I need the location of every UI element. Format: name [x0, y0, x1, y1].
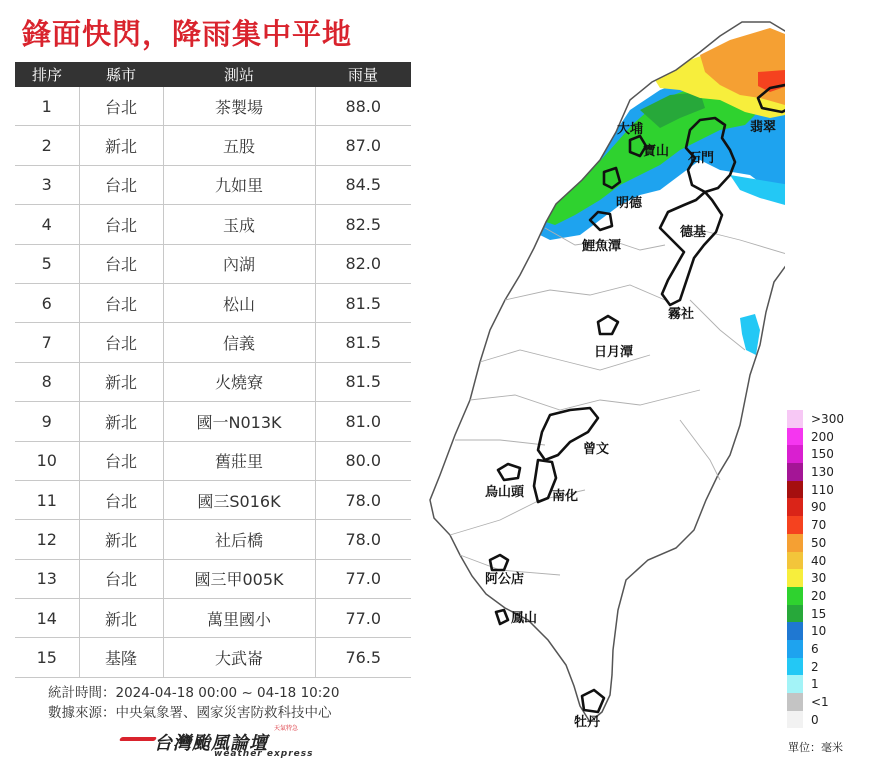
logo-tag: 天氣特急: [274, 725, 299, 732]
logo-subtitle: weather express: [214, 749, 314, 759]
legend-swatch: [787, 711, 803, 729]
station-cell: 火燒寮: [163, 362, 315, 401]
table-row: [15, 559, 411, 598]
label-wushe: 霧社: [668, 307, 695, 322]
label-feicui: 翡翠: [750, 120, 777, 135]
legend-swatch: [787, 445, 803, 463]
legend-label: <1: [811, 695, 829, 709]
station-cell: 國一N013K: [163, 402, 315, 441]
legend-label: 50: [811, 535, 827, 550]
rank-cell: 6: [15, 283, 79, 322]
station-cell: 舊莊里: [163, 441, 315, 480]
legend-swatch: [787, 605, 803, 623]
header-station: 測站: [163, 62, 315, 87]
legend-label: 10: [811, 624, 827, 639]
rank-cell: 2: [15, 126, 79, 165]
rank-cell: 8: [15, 362, 79, 401]
rank-cell: 13: [15, 559, 79, 598]
rank-cell: 7: [15, 323, 79, 362]
rainfall-cell: 82.0: [315, 244, 411, 283]
legend-swatch: [787, 428, 803, 446]
legend-label: 130: [811, 465, 834, 480]
legend-label: 0: [811, 712, 819, 727]
legend-label: 40: [811, 553, 827, 568]
legend-swatch: [787, 516, 803, 534]
label-fengshan: 鳳山: [511, 611, 538, 626]
station-cell: 內湖: [163, 244, 315, 283]
rainfall-cell: 81.5: [315, 283, 411, 322]
legend-swatch: [787, 463, 803, 481]
label-baoshan: 寶山: [643, 144, 670, 159]
table-row: [15, 520, 411, 559]
rainfall-cell: 80.0: [315, 441, 411, 480]
legend-swatch: [787, 658, 803, 676]
fengshan-catchment: [496, 610, 508, 624]
rainfall-cell: 88.0: [315, 87, 411, 126]
label-zengwen: 曾文: [583, 442, 610, 457]
logo: [120, 725, 314, 763]
legend-label: >300: [811, 412, 844, 426]
rainfall-cell: 78.0: [315, 480, 411, 519]
legend-label: 6: [811, 641, 819, 656]
rank-cell: 5: [15, 244, 79, 283]
table-row: [15, 87, 411, 126]
county-cell: 基隆: [79, 638, 163, 677]
rainfall-cell: 76.5: [315, 638, 411, 677]
legend-label: 2: [811, 659, 819, 674]
label-deji: 德基: [680, 225, 707, 240]
station-cell: 國三S016K: [163, 480, 315, 519]
rank-cell: 14: [15, 599, 79, 638]
rainfall-cell: 78.0: [315, 520, 411, 559]
rank-cell: 3: [15, 165, 79, 204]
table-row: [15, 283, 411, 322]
rank-cell: 12: [15, 520, 79, 559]
label-wushantou: 烏山頭: [485, 485, 525, 500]
header-rank: 排序: [15, 62, 79, 87]
table-row: [15, 362, 411, 401]
logo-name: 台灣颱風論壇: [154, 733, 268, 754]
station-cell: 五股: [163, 126, 315, 165]
header-county: 縣市: [79, 62, 163, 87]
county-cell: 新北: [79, 362, 163, 401]
county-cell: 台北: [79, 323, 163, 362]
county-cell: 台北: [79, 205, 163, 244]
rank-cell: 9: [15, 402, 79, 441]
legend-label: 15: [811, 606, 827, 621]
legend-swatch: [787, 587, 803, 605]
legend-swatch: [787, 498, 803, 516]
header-rainfall: 雨量: [315, 62, 411, 87]
station-cell: 九如里: [163, 165, 315, 204]
label-shimen: 石門: [688, 151, 715, 166]
rainfall-cell: 77.0: [315, 559, 411, 598]
label-sunmoon: 日月潭: [594, 345, 634, 360]
table-row: [15, 323, 411, 362]
county-cell: 台北: [79, 559, 163, 598]
legend-swatch: [787, 552, 803, 570]
legend-swatch: [787, 481, 803, 499]
legend-label: 70: [811, 518, 827, 533]
station-cell: 萬里國小: [163, 599, 315, 638]
label-liyutan: 鯉魚潭: [582, 239, 622, 254]
county-cell: 台北: [79, 244, 163, 283]
station-cell: 玉成: [163, 205, 315, 244]
county-cell: 新北: [79, 520, 163, 559]
rainfall-cell: 77.0: [315, 599, 411, 638]
station-cell: 松山: [163, 283, 315, 322]
county-cell: 台北: [79, 165, 163, 204]
legend-label: 1: [811, 677, 819, 692]
station-cell: 信義: [163, 323, 315, 362]
label-agongdian: 阿公店: [485, 572, 525, 587]
label-mudan: 牡丹: [574, 715, 601, 730]
legend-label: 110: [811, 482, 834, 497]
rank-cell: 1: [15, 87, 79, 126]
station-cell: 茶製場: [163, 87, 315, 126]
legend-label: 90: [811, 500, 827, 515]
rainfall-cell: 84.5: [315, 165, 411, 204]
county-cell: 新北: [79, 599, 163, 638]
legend-swatch: [787, 534, 803, 552]
data-source: 數據來源：中央氣象署、國家災害防救科技中心: [48, 705, 332, 721]
rank-cell: 11: [15, 480, 79, 519]
legend-swatch: [787, 622, 803, 640]
legend-swatch: [787, 675, 803, 693]
table-row: [15, 599, 411, 638]
table-row: [15, 441, 411, 480]
taiwan-rainfall-map: [420, 8, 785, 738]
legend-swatch: [787, 640, 803, 658]
county-cell: 新北: [79, 402, 163, 441]
table-row: [15, 402, 411, 441]
station-cell: 大武崙: [163, 638, 315, 677]
legend-swatch: [787, 410, 803, 428]
table-row: [15, 244, 411, 283]
county-cell: 台北: [79, 480, 163, 519]
label-mingde: 明德: [616, 196, 643, 211]
logo-swoosh: [119, 737, 157, 741]
table-body: [15, 87, 411, 677]
rainfall-cell: 81.0: [315, 402, 411, 441]
county-cell: 台北: [79, 283, 163, 322]
rainfall-cell: 81.5: [315, 362, 411, 401]
rank-cell: 10: [15, 441, 79, 480]
county-cell: 新北: [79, 126, 163, 165]
rainfall-ranking-table: [15, 62, 411, 678]
table-row: [15, 205, 411, 244]
label-dapu: 大埔: [617, 122, 644, 137]
legend-swatch: [787, 693, 803, 711]
rank-cell: 4: [15, 205, 79, 244]
unit-label: 單位：毫米: [788, 741, 843, 754]
table-row: [15, 165, 411, 204]
table-row: [15, 638, 411, 677]
rainfall-cell: 82.5: [315, 205, 411, 244]
legend-label: 150: [811, 447, 834, 462]
table-row: [15, 126, 411, 165]
table-row: [15, 480, 411, 519]
legend-label: 30: [811, 571, 827, 586]
stats-time: 統計時間：2024-04-18 00:00 ~ 04-18 10:20: [48, 685, 340, 701]
rainfall-cell: 87.0: [315, 126, 411, 165]
county-cell: 台北: [79, 87, 163, 126]
label-nanhua: 南化: [552, 489, 579, 504]
legend-swatch: [787, 569, 803, 587]
page-title: 鋒面快閃，降雨集中平地: [22, 17, 353, 51]
table-header-row: [15, 62, 411, 87]
rainfall-cell: 81.5: [315, 323, 411, 362]
legend-label: 200: [811, 429, 834, 444]
county-cell: 台北: [79, 441, 163, 480]
rank-cell: 15: [15, 638, 79, 677]
station-cell: 社后橋: [163, 520, 315, 559]
station-cell: 國三甲005K: [163, 559, 315, 598]
legend-label: 20: [811, 588, 827, 603]
